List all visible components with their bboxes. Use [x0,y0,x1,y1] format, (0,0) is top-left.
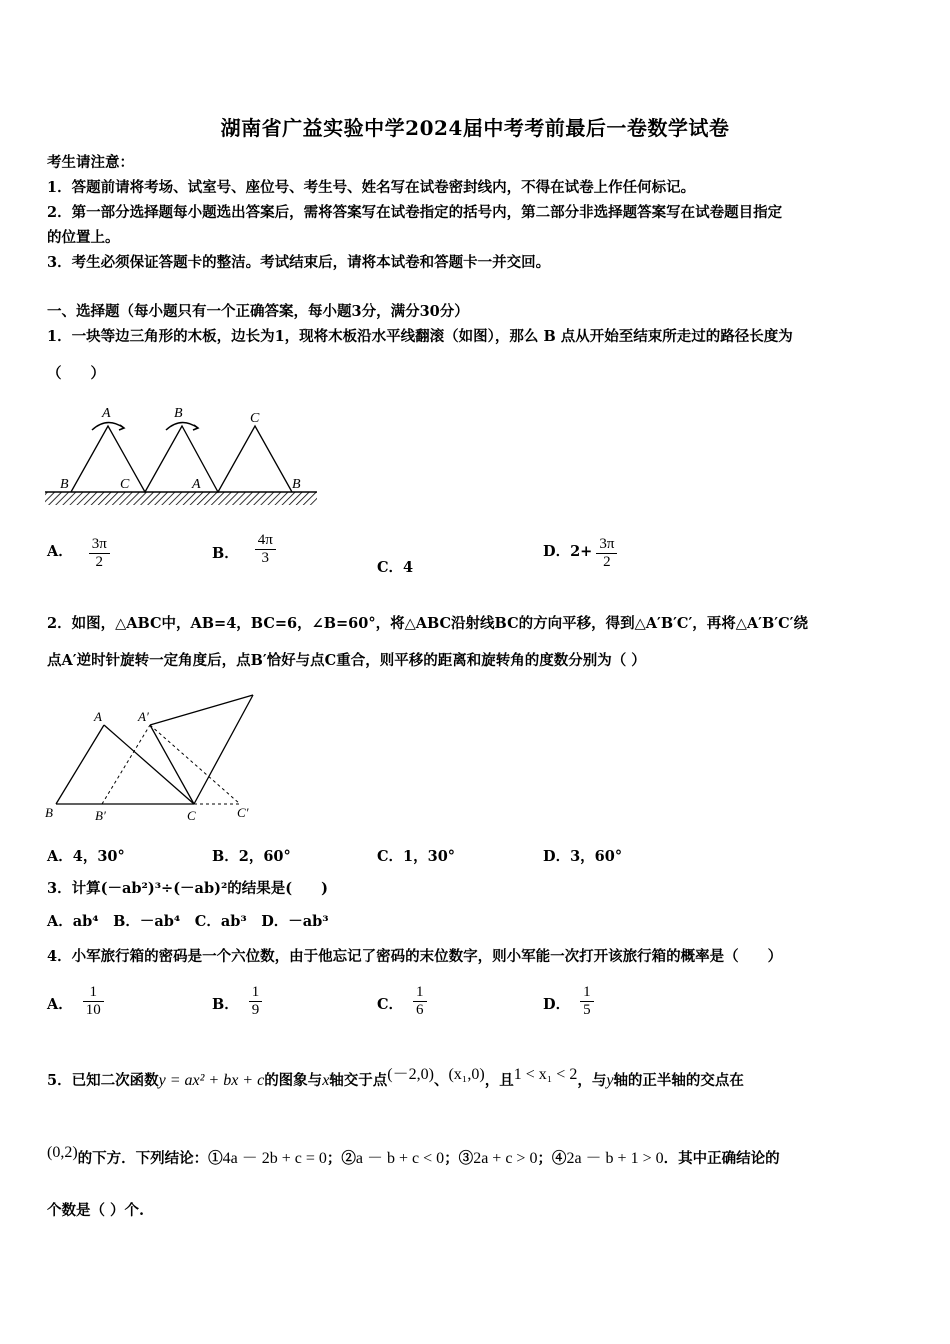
q2-option-c: C．1，30° [377,848,456,865]
q2-stem-line-1: 2．如图，△ABC中，AB=4，BC=6，∠B=60°，将△ABC沿射线BC的方向平移，得到△A′B′C′，再将△A′B′C′绕 [47,615,808,632]
label-b: B [60,477,69,492]
q1-option-c: C．4 [377,559,414,576]
label-b-prime: B′ [95,808,106,823]
q4-option-d: D． $\frac{1}{5}$ [543,984,594,1019]
label-b: B [174,406,183,421]
notice-line-1: 1．答题前请将考场、试室号、座位号、考生号、姓名写在试卷密封线内，不得在试卷上作任何标记。 [47,179,696,196]
q4-stem: 4．小军旅行箱的密码是一个六位数，由于他忘记了密码的末位数字，则小军能一次打开该旅行箱的概率是（ ） [47,948,783,965]
notice-line-3: 3．考生必须保证答题卡的整洁。考试结束后，请将本试卷和答题卡一并交回。 [47,254,551,271]
q5-line-1: 5．已知二次函数y = ax² + bx + c的图象与x轴交于点(－2,0)、(x₁,0)，且1 < x₁ < 2，与y轴的正半轴的交点在 [47,1066,744,1089]
label-a: A [94,709,102,724]
q1-stem: 1．一块等边三角形的木板，边长为1，现将木板沿水平线翻滚（如图），那么 B 点从开始至结束所走过的路径长度为 [47,328,793,345]
q1-option-b: B． $\frac{4\pi}{3}$ [212,532,276,567]
q1-paren: （ ） [47,365,105,382]
q5-line-2: (0,2)的下方．下列结论：①4a － 2b + c = 0；②a － b + c < 0；③2a + c > 0；④2a － b + 1 > 0．其中正确结论的 [47,1144,780,1167]
label-c: C [120,477,130,492]
q4-option-c: C． $\frac{1}{6}$ [377,984,427,1019]
q3-options: A．ab⁴ B．－ab⁴ C．ab³ D．－ab³ [47,913,329,930]
q4-option-a: A． $\frac{1}{10}$ [47,984,104,1019]
label-c-prime: C′ [237,805,249,820]
q2-option-a: A．4，30° [47,848,125,865]
triangle-outline [71,426,292,492]
notice-line-2: 2．第一部分选择题每小题选出答案后，需将答案写在试卷指定的括号内，第二部分非选择题答案写在试卷题目指定 [47,204,783,221]
label-a: A [102,406,111,421]
notice-heading: 考生请注意： [47,154,134,171]
q3-stem: 3．计算(－ab²)³÷(－ab)²的结果是( ) [47,880,329,897]
label-b: B [292,477,301,492]
label-b: B [45,805,53,820]
q2-option-b: B．2，60° [212,848,291,865]
label-c: C [250,411,260,426]
ground-hatch [45,492,317,505]
label-a-prime: A′ [138,709,149,724]
q5-line-3: 个数是（ ）个. [47,1202,145,1219]
q1-option-d: D．2+ $\frac{3\pi}{2}$ [543,536,617,571]
q1-option-a: A． $\frac{3\pi}{2}$ [47,536,110,571]
label-c: C [187,808,196,823]
q2-option-d: D．3，60° [543,848,623,865]
q1-rolling-triangle-figure [40,400,325,512]
notice-line-2-cont: 的位置上。 [47,229,120,246]
q2-stem-line-2: 点A′逆时针旋转一定角度后，点B′恰好与点C重合，则平移的距离和旋转角的度数分别为（ ） [47,652,646,669]
section-heading: 一、选择题（每小题只有一个正确答案，每小题3分，满分30分） [47,303,469,320]
label-a: A [192,477,201,492]
page-title: 湖南省广益实验中学2024届中考考前最后一卷数学试卷 [220,116,730,140]
q2-translation-figure [40,690,270,830]
q4-option-b: B． $\frac{1}{9}$ [212,984,262,1019]
